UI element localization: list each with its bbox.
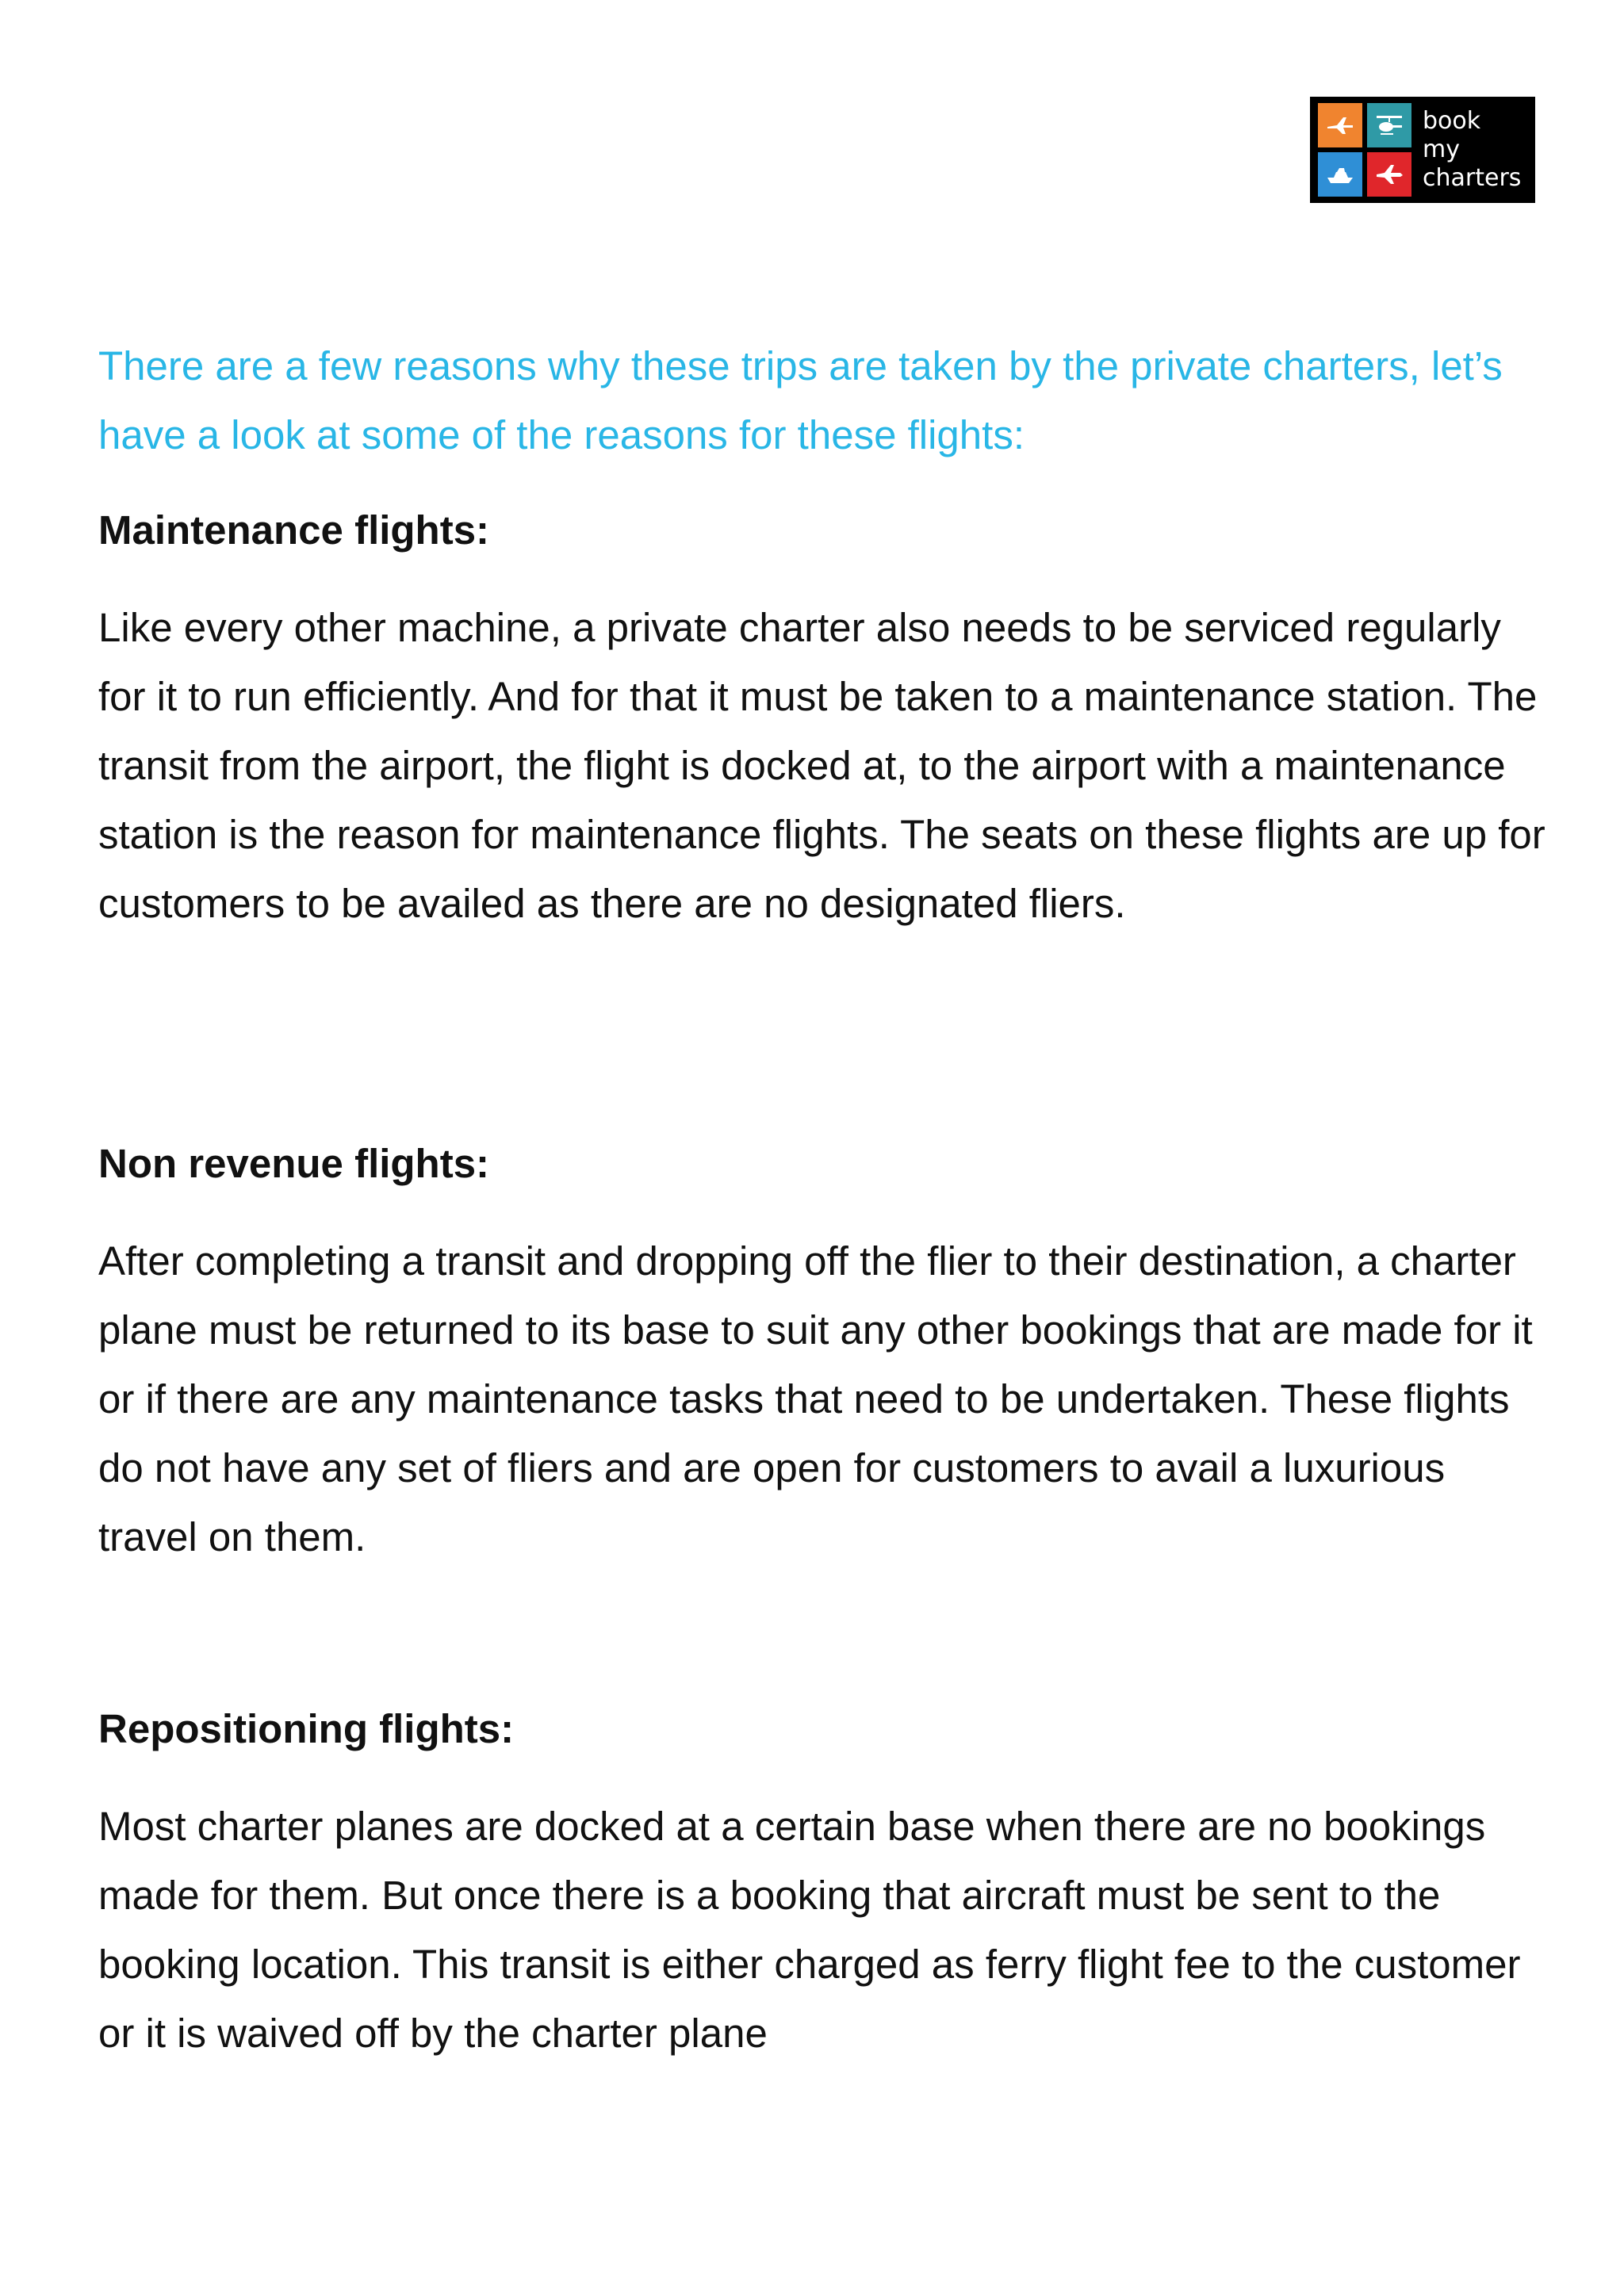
plane-icon [1318, 103, 1362, 147]
yacht-icon [1318, 152, 1362, 197]
helicopter-icon [1367, 103, 1411, 147]
logo-line-book: book [1423, 107, 1481, 135]
logo-line-charters: charters [1423, 164, 1522, 192]
section-heading-non-revenue: Non revenue flights: [98, 1141, 490, 1186]
intro-paragraph: There are a few reasons why these trips are taken by the private charters, let’s have a look at some of the reasons for these flights: [98, 343, 1503, 457]
logo-icon-grid [1318, 103, 1411, 197]
section-body-repositioning: Most charter planes are docked at a certain base when there are no bookings made for them. But once there is a booking that aircraft must be sent to the booking location. This transit is either charged as ferry flight fee to the customer or it is waived off by the charter plane [98, 1804, 1521, 2056]
section-heading-repositioning: Repositioning flights: [98, 1706, 515, 1751]
logo-line-my: my [1423, 136, 1460, 163]
section-body-maintenance: Like every other machine, a private charter also needs to be serviced regularly for it to run efficiently. And for that it must be taken to a maintenance station. The transit from the airport, the flight is docked at, to the airport with a maintenance station is the reason for maintenance flights. The seats on these flights are up for customers to be availed as there are no designated fliers. [98, 605, 1545, 926]
jet-icon [1367, 152, 1411, 197]
section-body-non-revenue: After completing a transit and dropping off the flier to their destination, a charter plane must be returned to its base to suit any other bookings that are made for it or if there are any maintenance tasks that need to be undertaken. These flights do not have any set of fliers and are open for customers to avail a luxurious travel on them. [98, 1238, 1533, 1559]
section-heading-maintenance: Maintenance flights: [98, 507, 490, 553]
logo-wordmark [1423, 107, 1521, 193]
book-my-charters-logo [1310, 97, 1535, 203]
